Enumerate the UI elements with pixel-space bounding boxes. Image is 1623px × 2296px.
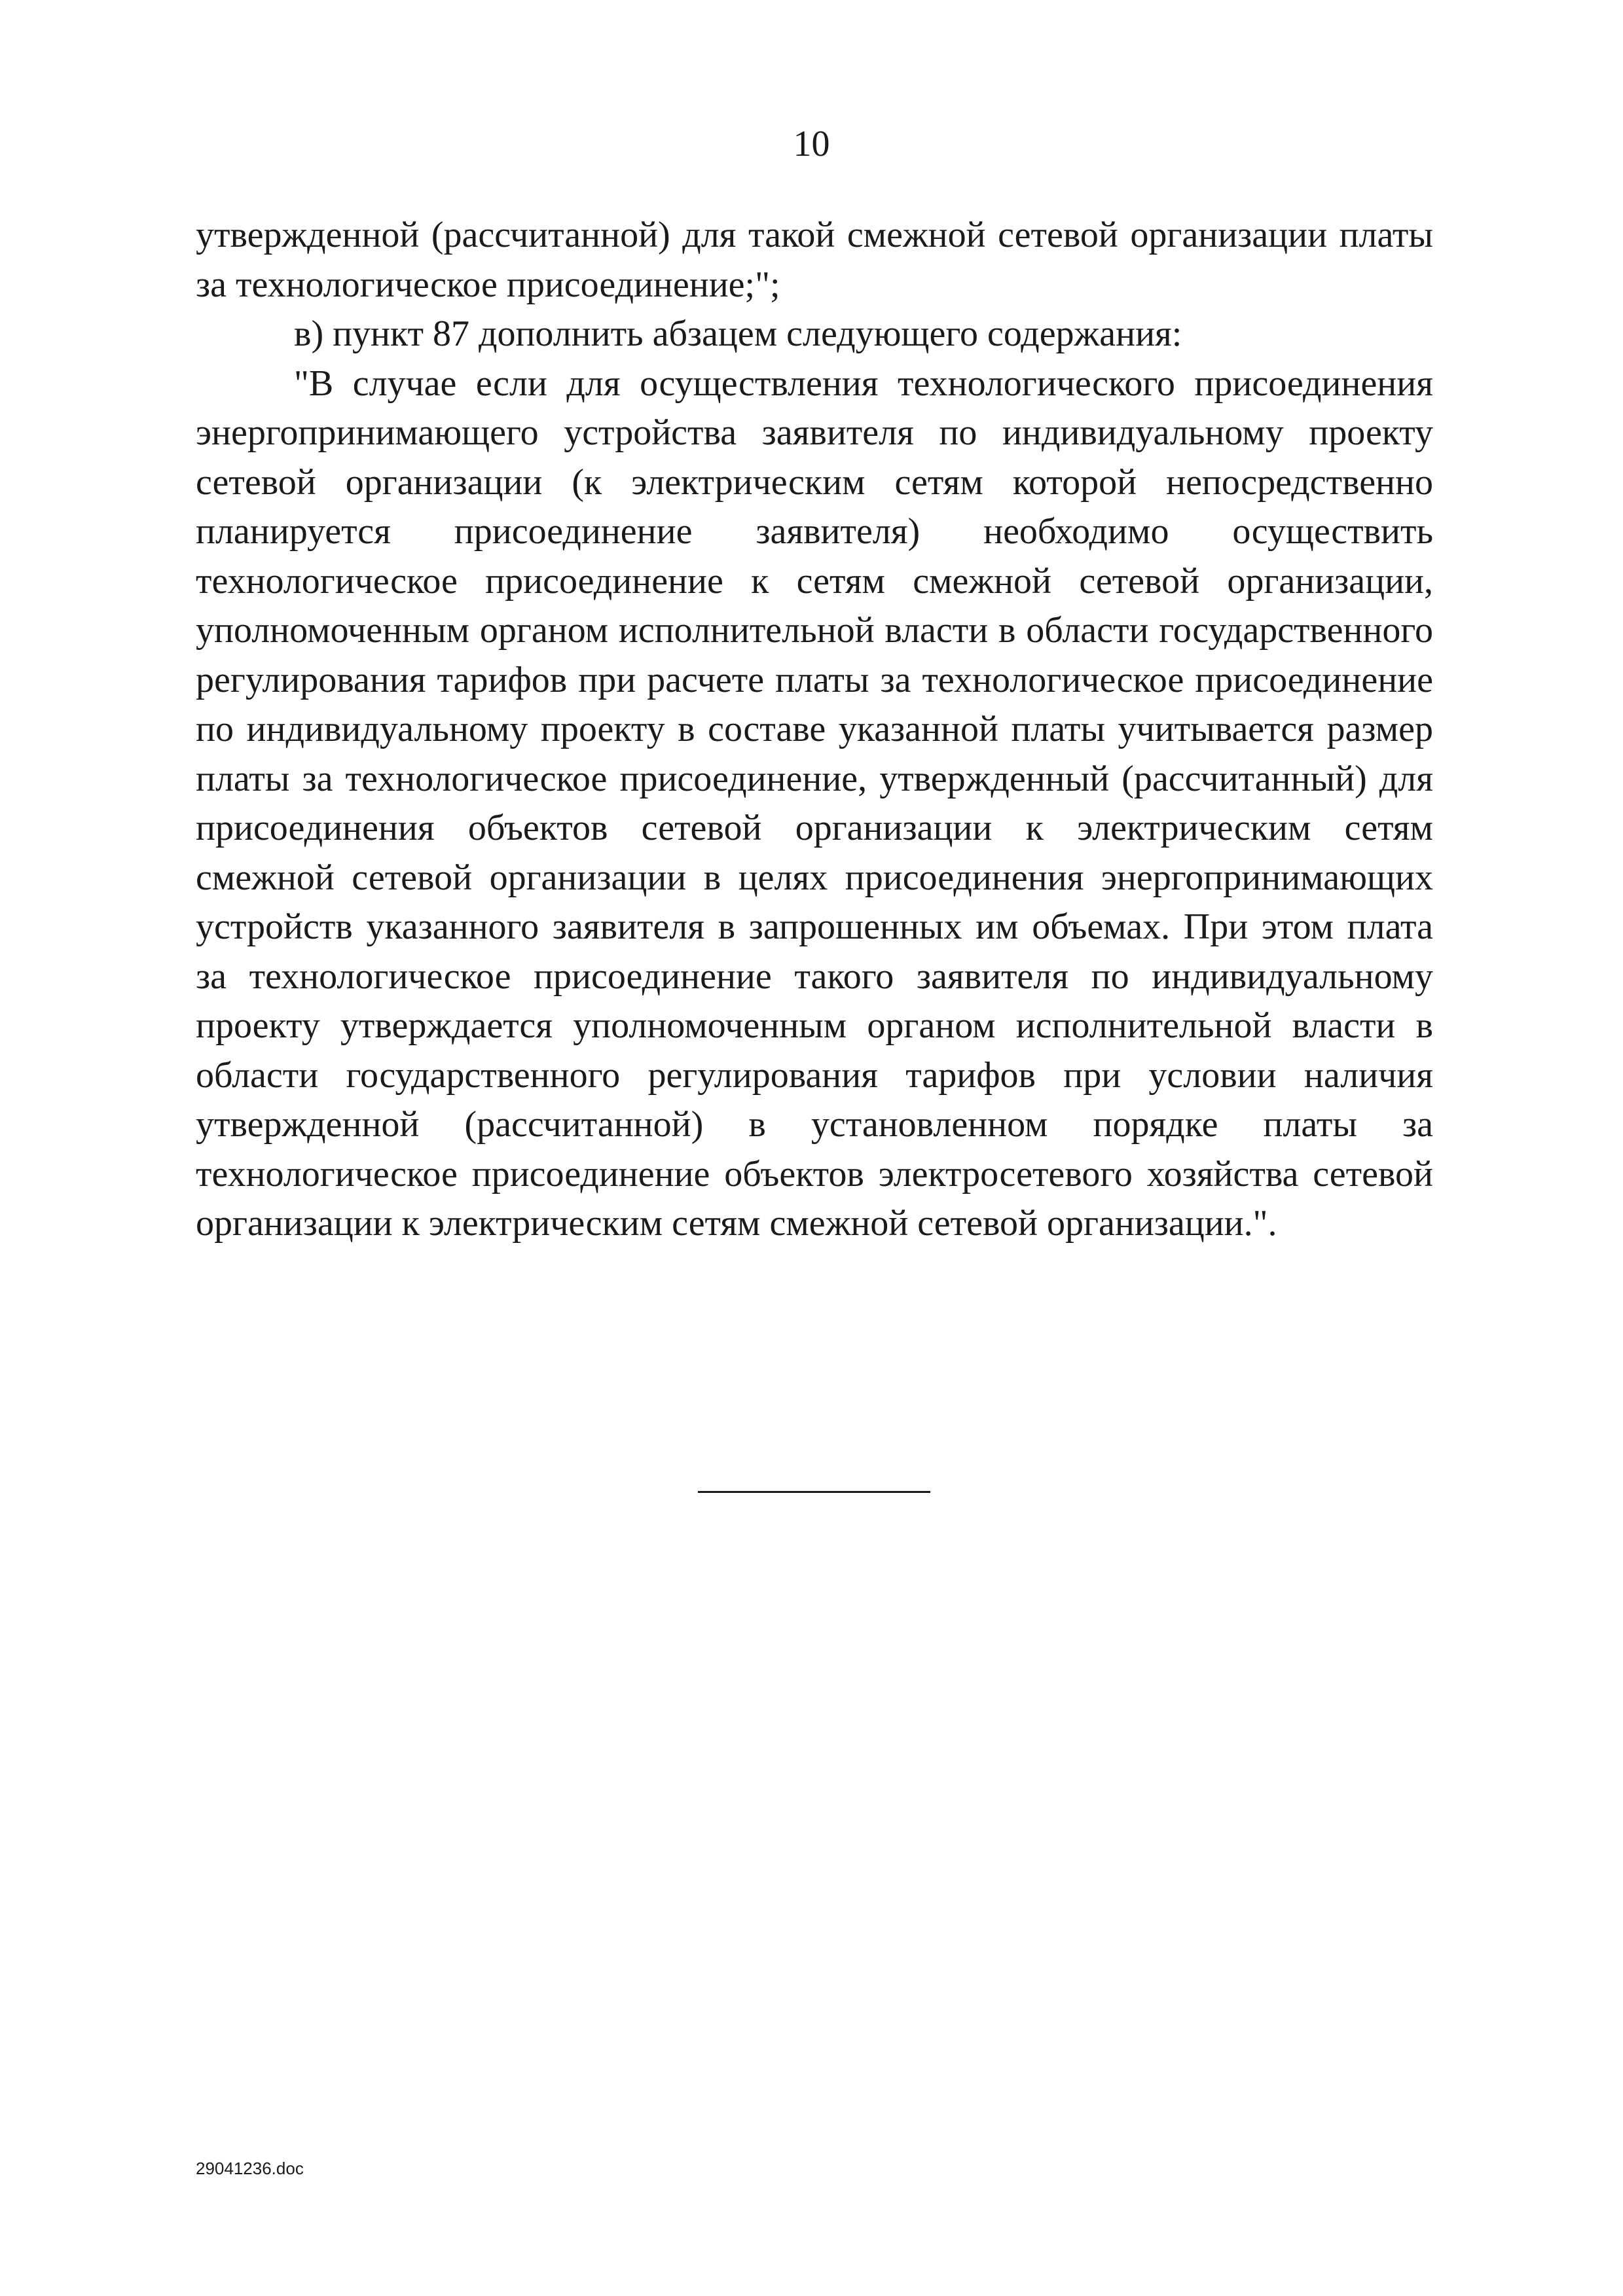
- document-body: [196, 211, 1433, 1249]
- paragraph-continuation: утвержденной (рассчитанной) для такой смежной сетевой организации платы за технологическое присоединение;";: [196, 215, 1433, 305]
- paragraph-quoted-text: "В случае если для осуществления технологического присоединения энергопринимающего устройства заявителя по индивидуальному проекту сетевой организации (к электрическим сетям которой непосредственно планируется присоединение заявителя) необходимо осуществить технологическое присоединение к сетям смежной сетевой организации, уполномоченным органом исполнительной власти в области государственного регулирования тарифов при расчете платы за технологическое присоединение по индивидуальному проекту в составе указанной платы учитывается размер платы за технологическое присоединение, утвержденный (рассчитанный) для присоединения объектов сетевой организации к электрическим сетям смежной сетевой организации в целях присоединения энергопринимающих устройств указанного заявителя в запрошенных им объемах. При этом плата за технологическое присоединение такого заявителя по индивидуальному проекту утверждается уполномоченным органом исполнительной власти в области государственного регулирования тарифов при условии наличия утвержденной (рассчитанной) в установленном порядке платы за технологическое присоединение объектов электросетевого хозяйства сетевой организации к электрическим сетям смежной сетевой организации.".: [196, 363, 1433, 1244]
- footer-doc-id: 29041236.doc: [196, 2159, 304, 2178]
- page-number: 10: [793, 124, 830, 164]
- paragraph-amendment-item: в) пункт 87 дополнить абзацем следующего содержания:: [294, 314, 1182, 354]
- end-separator-line: [698, 1491, 930, 1493]
